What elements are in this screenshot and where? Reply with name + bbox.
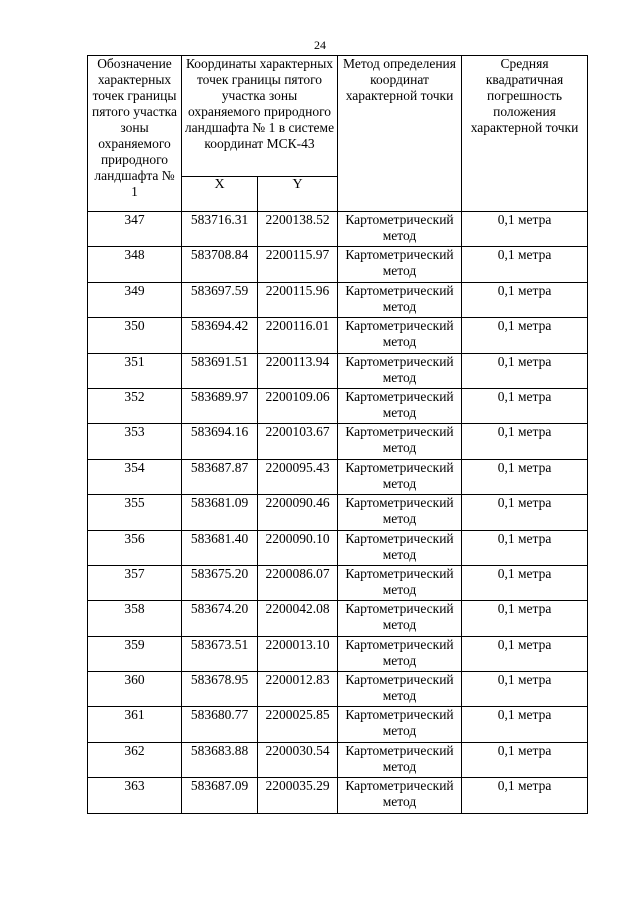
error-cell: 0,1 метра bbox=[462, 318, 588, 353]
method-cell: Картометрический метод bbox=[338, 247, 462, 282]
header-coordinates: Координаты характерных точек границы пятого участка зоны охраняемого природного ландшафта № 1 в системе координат МСК-43 bbox=[182, 56, 338, 177]
page-number: 24 bbox=[314, 38, 326, 52]
method-cell: Картометрический метод bbox=[338, 353, 462, 388]
x-coordinate-cell: 583694.16 bbox=[182, 424, 258, 459]
x-coordinate-cell: 583697.59 bbox=[182, 282, 258, 317]
x-coordinate-cell: 583681.09 bbox=[182, 495, 258, 530]
table-row bbox=[88, 530, 588, 565]
error-cell: 0,1 метра bbox=[462, 459, 588, 494]
error-cell: 0,1 метра bbox=[462, 282, 588, 317]
point-id-cell: 362 bbox=[88, 742, 182, 777]
method-cell: Картометрический метод bbox=[338, 636, 462, 671]
method-cell: Картометрический метод bbox=[338, 601, 462, 636]
x-coordinate-cell: 583683.88 bbox=[182, 742, 258, 777]
table-row bbox=[88, 388, 588, 423]
table-row bbox=[88, 672, 588, 707]
point-id-cell: 350 bbox=[88, 318, 182, 353]
error-cell: 0,1 метра bbox=[462, 672, 588, 707]
method-cell: Картометрический метод bbox=[338, 742, 462, 777]
x-coordinate-cell: 583678.95 bbox=[182, 672, 258, 707]
table-row bbox=[88, 636, 588, 671]
y-coordinate-cell: 2200012.83 bbox=[258, 672, 338, 707]
point-id-cell: 361 bbox=[88, 707, 182, 742]
point-id-cell: 356 bbox=[88, 530, 182, 565]
table-row bbox=[88, 707, 588, 742]
method-cell: Картометрический метод bbox=[338, 318, 462, 353]
method-cell: Картометрический метод bbox=[338, 707, 462, 742]
x-coordinate-cell: 583691.51 bbox=[182, 353, 258, 388]
error-cell: 0,1 метра bbox=[462, 247, 588, 282]
table-row bbox=[88, 318, 588, 353]
point-id-cell: 355 bbox=[88, 495, 182, 530]
error-cell: 0,1 метра bbox=[462, 636, 588, 671]
x-coordinate-cell: 583675.20 bbox=[182, 565, 258, 600]
method-cell: Картометрический метод bbox=[338, 530, 462, 565]
x-coordinate-cell: 583689.97 bbox=[182, 388, 258, 423]
x-coordinate-cell: 583687.09 bbox=[182, 778, 258, 813]
error-cell: 0,1 метра bbox=[462, 353, 588, 388]
error-cell: 0,1 метра bbox=[462, 565, 588, 600]
point-id-cell: 358 bbox=[88, 601, 182, 636]
point-id-cell: 347 bbox=[88, 212, 182, 247]
point-id-cell: 348 bbox=[88, 247, 182, 282]
table-row bbox=[88, 495, 588, 530]
y-coordinate-cell: 2200090.10 bbox=[258, 530, 338, 565]
y-coordinate-cell: 2200030.54 bbox=[258, 742, 338, 777]
method-cell: Картометрический метод bbox=[338, 212, 462, 247]
y-coordinate-cell: 2200115.97 bbox=[258, 247, 338, 282]
point-id-cell: 359 bbox=[88, 636, 182, 671]
header-y: Y bbox=[258, 177, 338, 212]
method-cell: Картометрический метод bbox=[338, 495, 462, 530]
error-cell: 0,1 метра bbox=[462, 778, 588, 813]
point-id-cell: 360 bbox=[88, 672, 182, 707]
y-coordinate-cell: 2200035.29 bbox=[258, 778, 338, 813]
table-body bbox=[88, 212, 588, 814]
error-cell: 0,1 метра bbox=[462, 601, 588, 636]
y-coordinate-cell: 2200042.08 bbox=[258, 601, 338, 636]
method-cell: Картометрический метод bbox=[338, 424, 462, 459]
x-coordinate-cell: 583673.51 bbox=[182, 636, 258, 671]
x-coordinate-cell: 583674.20 bbox=[182, 601, 258, 636]
error-cell: 0,1 метра bbox=[462, 707, 588, 742]
x-coordinate-cell: 583694.42 bbox=[182, 318, 258, 353]
method-cell: Картометрический метод bbox=[338, 778, 462, 813]
method-cell: Картометрический метод bbox=[338, 565, 462, 600]
y-coordinate-cell: 2200013.10 bbox=[258, 636, 338, 671]
table-row bbox=[88, 459, 588, 494]
x-coordinate-cell: 583708.84 bbox=[182, 247, 258, 282]
method-cell: Картометрический метод bbox=[338, 672, 462, 707]
y-coordinate-cell: 2200025.85 bbox=[258, 707, 338, 742]
y-coordinate-cell: 2200113.94 bbox=[258, 353, 338, 388]
point-id-cell: 353 bbox=[88, 424, 182, 459]
point-id-cell: 363 bbox=[88, 778, 182, 813]
x-coordinate-cell: 583681.40 bbox=[182, 530, 258, 565]
y-coordinate-cell: 2200090.46 bbox=[258, 495, 338, 530]
point-id-cell: 349 bbox=[88, 282, 182, 317]
x-coordinate-cell: 583687.87 bbox=[182, 459, 258, 494]
table-row bbox=[88, 247, 588, 282]
y-coordinate-cell: 2200103.67 bbox=[258, 424, 338, 459]
table-row bbox=[88, 424, 588, 459]
method-cell: Картометрический метод bbox=[338, 388, 462, 423]
error-cell: 0,1 метра bbox=[462, 530, 588, 565]
method-cell: Картометрический метод bbox=[338, 282, 462, 317]
error-cell: 0,1 метра bbox=[462, 212, 588, 247]
table-row bbox=[88, 353, 588, 388]
x-coordinate-cell: 583716.31 bbox=[182, 212, 258, 247]
y-coordinate-cell: 2200095.43 bbox=[258, 459, 338, 494]
error-cell: 0,1 метра bbox=[462, 388, 588, 423]
header-error: Средняя квадратичная погрешность положения характерной точки bbox=[462, 56, 588, 212]
table-row bbox=[88, 742, 588, 777]
error-cell: 0,1 метра bbox=[462, 495, 588, 530]
y-coordinate-cell: 2200109.06 bbox=[258, 388, 338, 423]
method-cell: Картометрический метод bbox=[338, 459, 462, 494]
point-id-cell: 351 bbox=[88, 353, 182, 388]
x-coordinate-cell: 583680.77 bbox=[182, 707, 258, 742]
error-cell: 0,1 метра bbox=[462, 424, 588, 459]
table-row bbox=[88, 565, 588, 600]
header-method: Метод определения координат характерной точки bbox=[338, 56, 462, 212]
table-row bbox=[88, 601, 588, 636]
point-id-cell: 354 bbox=[88, 459, 182, 494]
point-id-cell: 357 bbox=[88, 565, 182, 600]
table-header bbox=[88, 56, 588, 212]
point-id-cell: 352 bbox=[88, 388, 182, 423]
header-point-id: Обозначение характерных точек границы пятого участка зоны охраняемого природного ландшафта № 1 bbox=[88, 56, 182, 212]
error-cell: 0,1 метра bbox=[462, 742, 588, 777]
table-row bbox=[88, 778, 588, 813]
coordinates-table bbox=[87, 55, 588, 814]
header-x: X bbox=[182, 177, 258, 212]
table-row bbox=[88, 282, 588, 317]
table-row bbox=[88, 212, 588, 247]
y-coordinate-cell: 2200086.07 bbox=[258, 565, 338, 600]
y-coordinate-cell: 2200138.52 bbox=[258, 212, 338, 247]
y-coordinate-cell: 2200116.01 bbox=[258, 318, 338, 353]
y-coordinate-cell: 2200115.96 bbox=[258, 282, 338, 317]
